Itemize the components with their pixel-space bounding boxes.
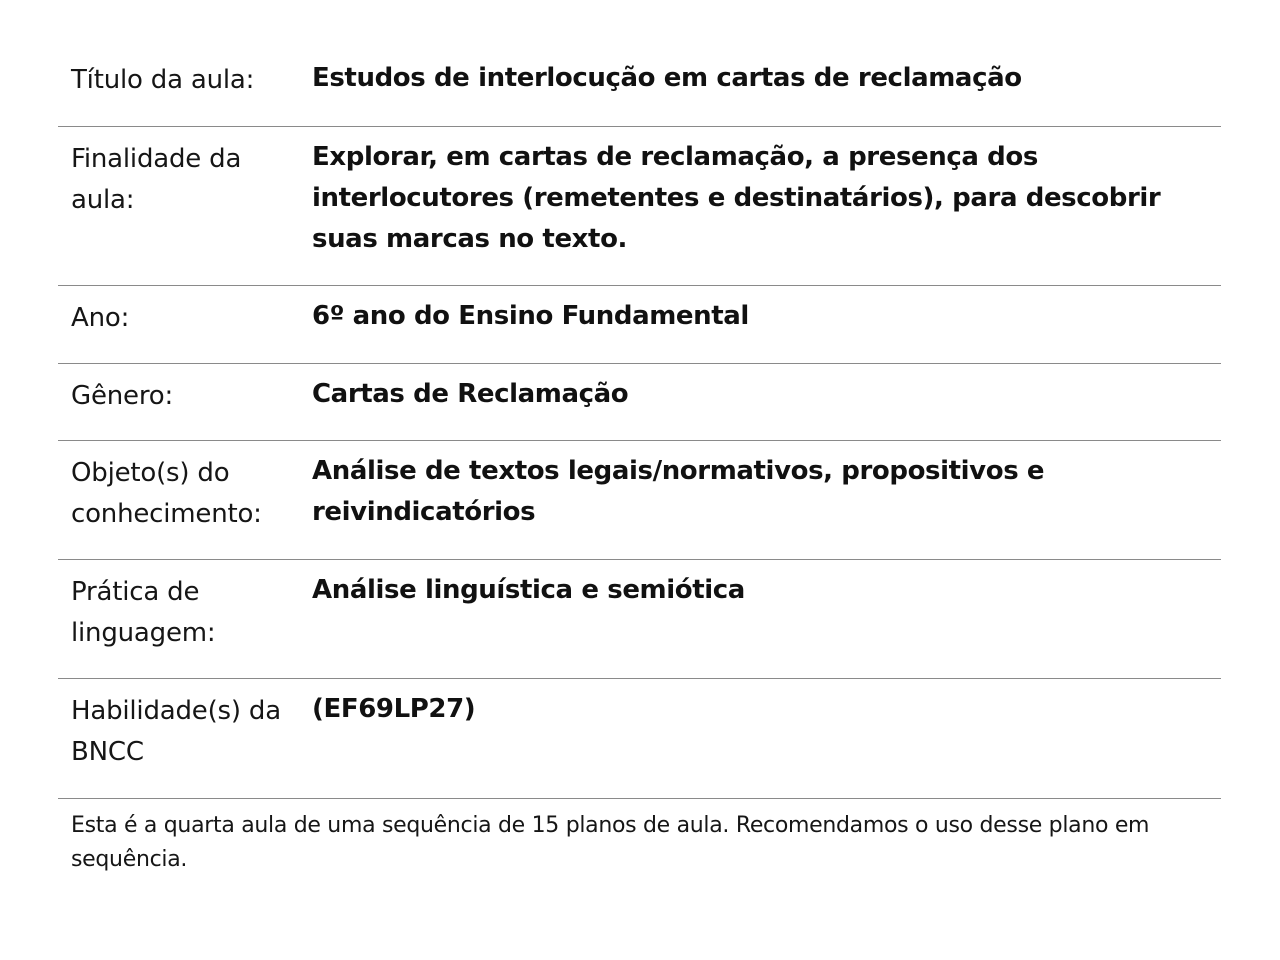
knowledge-object-value: Análise de textos legais/normativos, propositivos e reivindicatórios (312, 456, 1045, 527)
lesson-purpose-label: Finalidade da aula: (71, 144, 242, 215)
row-language-practice (58, 560, 1221, 679)
school-year-label: Ano: (71, 303, 130, 333)
lesson-title-value: Estudos de interlocução em cartas de reclamação (312, 63, 1022, 93)
language-practice-value: Análise linguística e semiótica (312, 575, 745, 605)
language-practice-label: Prática de linguagem: (71, 577, 216, 648)
row-lesson-title (58, 48, 1221, 127)
lesson-title-label: Título da aula: (71, 65, 255, 95)
row-genre (58, 364, 1221, 441)
row-lesson-purpose (58, 127, 1221, 286)
genre-label: Gênero: (71, 381, 174, 411)
genre-value: Cartas de Reclamação (312, 379, 629, 409)
school-year-value: 6º ano do Ensino Fundamental (312, 301, 749, 331)
bncc-skill-value: (EF69LP27) (312, 694, 476, 724)
lesson-purpose-value: Explorar, em cartas de reclamação, a presença dos interlocutores (remetentes e destinatários), para descobrir suas marcas no texto. (312, 142, 1161, 254)
knowledge-object-label: Objeto(s) do conhecimento: (71, 458, 262, 529)
bncc-skill-label: Habilidade(s) da BNCC (71, 696, 281, 767)
row-school-year (58, 286, 1221, 364)
row-bncc-skill (58, 679, 1221, 799)
row-knowledge-object (58, 441, 1221, 560)
lesson-plan-table (58, 48, 1221, 877)
sequence-note: Esta é a quarta aula de uma sequência de 15 planos de aula. Recomendamos o uso desse plano em sequência. (71, 813, 1150, 872)
